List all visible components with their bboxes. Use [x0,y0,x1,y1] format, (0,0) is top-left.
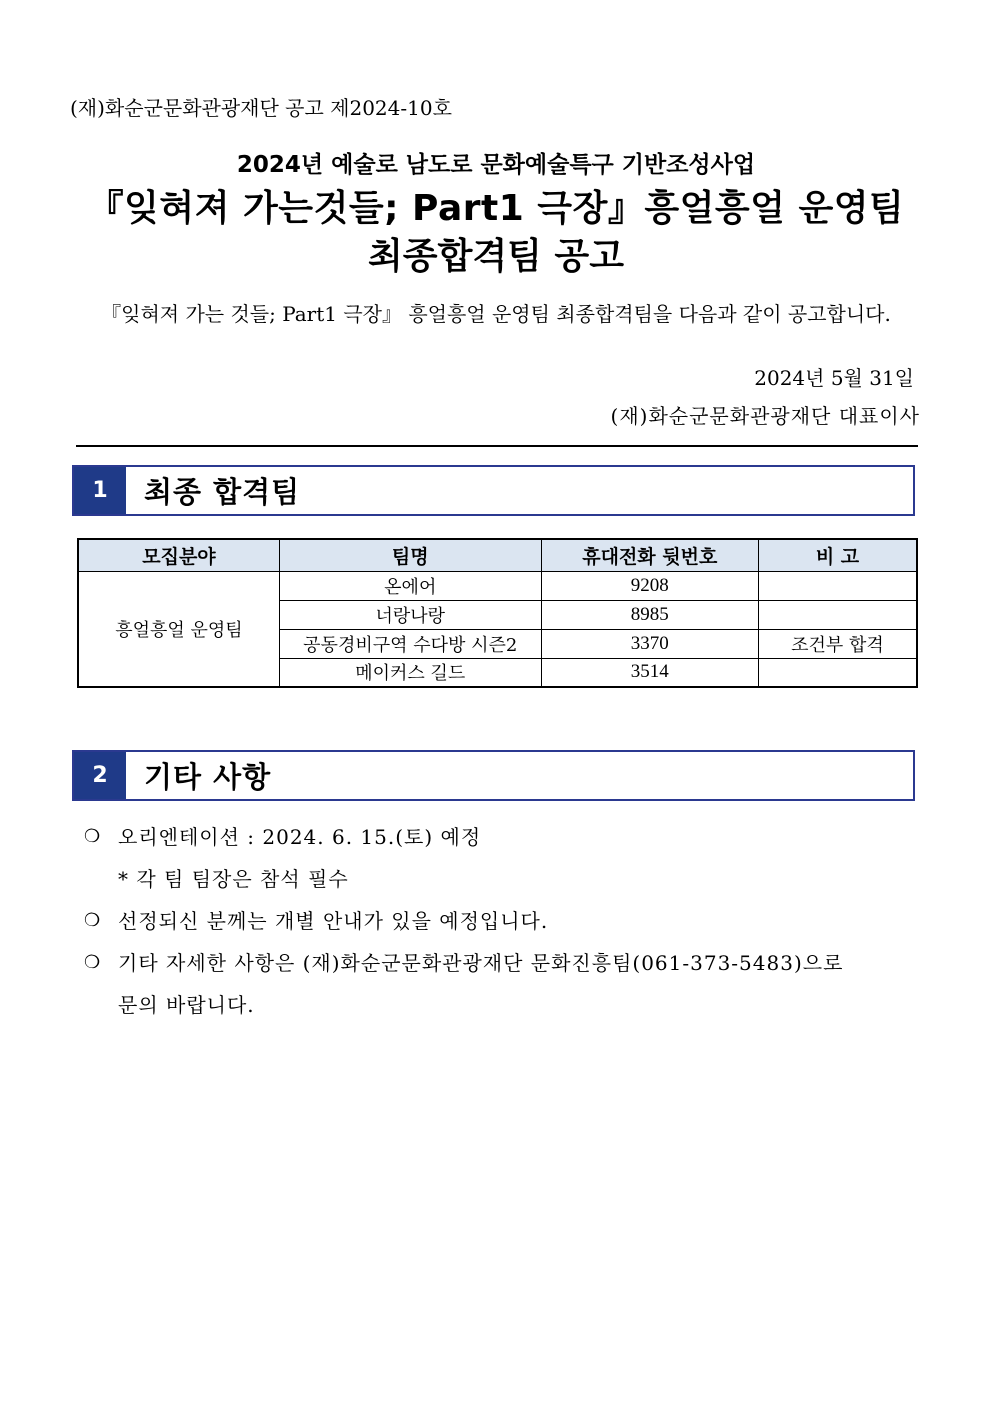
team-name-cell: 공동경비구역 수다방 시즌2 [279,629,541,658]
section-header-other-notes [72,750,915,801]
team-name-cell: 메이커스 길드 [279,658,541,687]
notice-number: (재)화순군문화관광재단 공고 제2024-10호 [70,96,452,120]
header-phone-suffix: 휴대전화 뒷번호 [541,539,758,571]
results-table [77,538,918,688]
document-subtitle: 2024년 예술로 남도로 문화예술특구 기반조성사업 [236,152,756,178]
circle-bullet-icon: ❍ [84,826,102,847]
remarks-cell [758,571,917,600]
orientation-note: 오리엔테이션 : 2024. 6. 15.(토) 예정 [118,825,482,849]
team-name-cell: 너랑나랑 [279,600,541,629]
table-row [78,571,917,600]
header-team-name: 팀명 [279,539,541,571]
section-title: 최종 합격팀 [144,475,301,509]
circle-bullet-icon: ❍ [84,952,102,973]
section-title: 기타 사항 [144,760,272,794]
individual-notice-note: 선정되신 분께는 개별 안내가 있을 예정입니다. [118,909,549,933]
contact-note: 기타 자세한 사항은 (재)화순군문화관광재단 문화진흥팀(061-373-5483)으로 [118,951,844,975]
header-category: 모집분야 [78,539,279,571]
document-title-line2: 최종합격팀 공고 [368,236,624,277]
intro-text: 『잊혀져 가는 것들; Part1 극장』 흥얼흥얼 운영팀 최종합격팀을 다음과 같이 공고합니다. [101,302,891,326]
phone-cell: 9208 [541,571,758,600]
header-divider [76,445,918,447]
remarks-cell: 조건부 합격 [758,629,917,658]
section-number: 2 [74,752,126,799]
notes-list [84,822,934,1032]
list-item [84,948,934,990]
section-number: 1 [74,467,126,514]
header-remarks: 비 고 [758,539,917,571]
circle-bullet-icon: ❍ [84,910,102,931]
list-item [84,822,934,864]
section-header-final-teams [72,465,915,516]
category-cell: 흥얼흥얼 운영팀 [78,571,279,687]
phone-cell: 3514 [541,658,758,687]
orientation-subnote: * 각 팀 팀장은 참석 필수 [118,867,349,891]
table-header-row [78,539,917,571]
list-item [84,906,934,948]
issuer-organization: (재)화순군문화관광재단 대표이사 [610,404,920,428]
notice-date: 2024년 5월 31일 [754,366,914,390]
remarks-cell [758,600,917,629]
phone-cell: 3370 [541,629,758,658]
document-title-line1: 『잊혀져 가는것들; Part1 극장』흥얼흥얼 운영팀 [87,188,905,229]
contact-note-continued: 문의 바랍니다. [118,993,255,1017]
remarks-cell [758,658,917,687]
phone-cell: 8985 [541,600,758,629]
team-name-cell: 온에어 [279,571,541,600]
